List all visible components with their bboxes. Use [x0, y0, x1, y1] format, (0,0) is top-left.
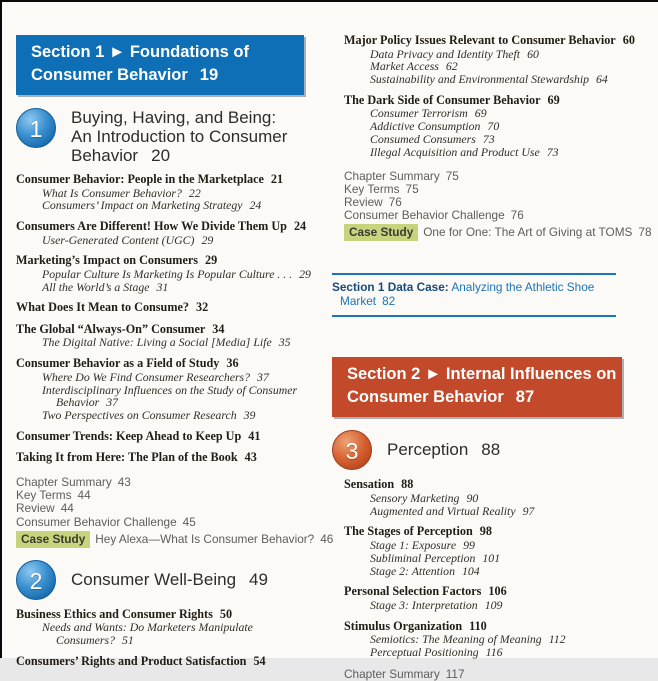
page-number: 75 — [405, 181, 419, 196]
toc-subentry — [16, 409, 334, 422]
page-number: 97 — [522, 503, 535, 518]
toc-subentry-text: Consumers’ Impact on Marketing Strategy — [42, 198, 243, 213]
toc-heading-text: Sensation — [344, 477, 395, 492]
page-number: 34 — [212, 321, 225, 336]
chapter-title-line — [71, 108, 287, 127]
section-banner — [332, 357, 622, 417]
toc-subentry-text: Addictive Consumption — [370, 119, 481, 134]
chapter-title-text: An Introduction to Consumer — [71, 127, 288, 146]
backmatter-text: Consumer Behavior Challenge — [344, 208, 505, 223]
toc-heading-text: The Stages of Perception — [344, 524, 473, 539]
page-number: 35 — [278, 335, 291, 350]
toc-heading — [16, 430, 334, 444]
chapter-row — [16, 560, 334, 600]
toc-subentry-text: Interdisciplinary Influences on the Study of Consumer — [42, 382, 298, 397]
toc-subentry-text: Consumers? — [56, 633, 115, 648]
page-number: 46 — [320, 531, 334, 546]
toc-heading — [344, 620, 652, 634]
chapter-title — [387, 430, 500, 470]
page-number: 50 — [219, 606, 233, 621]
toc-subentry-line — [42, 234, 334, 247]
backmatter-line — [344, 183, 652, 196]
page-number: 60 — [622, 33, 635, 47]
page-number: 106 — [488, 584, 507, 599]
toc-subentry-text: User-Generated Content (UGC) — [42, 232, 195, 247]
page-number: 88 — [401, 477, 414, 492]
page-number: 43 — [117, 474, 131, 489]
toc-subentry-text: Stage 3: Interpretation — [370, 597, 478, 612]
backmatter-text: Consumer Behavior Challenge — [16, 514, 177, 529]
page-number: 76 — [388, 194, 402, 209]
toc-heading-text: Major Policy Issues Relevant to Consumer Behavior — [344, 33, 616, 47]
toc-heading-text: Business Ethics and Consumer Rights — [16, 606, 213, 621]
toc-heading-text: Taking It from Here: The Plan of the Book — [16, 450, 238, 465]
backmatter-text: Chapter Summary — [344, 666, 440, 681]
toc-subentry-text: Sustainability and Environmental Stewardship — [370, 72, 589, 87]
page-number: 110 — [469, 618, 487, 633]
toc-subentry-line — [370, 505, 652, 518]
case-study-title: Hey Alexa—What Is Consumer Behavior? — [95, 531, 315, 546]
toc-subentry-line — [370, 646, 652, 659]
page-number: 73 — [546, 144, 559, 159]
toc-heading-text: Consumers Are Different! How We Divide Them Up — [16, 219, 287, 234]
page-number: 109 — [484, 597, 503, 612]
chapter-page-number: 49 — [249, 569, 268, 589]
chapter-title-text: Perception — [387, 440, 469, 460]
page-number: 21 — [270, 172, 284, 186]
page-number: 24 — [293, 219, 307, 234]
toc-heading-text: Stimulus Organization — [344, 618, 463, 633]
page-number: 22 — [188, 185, 201, 200]
backmatter-text: Key Terms — [344, 181, 400, 196]
toc-subentry-text: What Is Consumer Behavior? — [42, 185, 182, 200]
data-case-label: Section 1 Data Case: — [332, 280, 449, 295]
section-banner-line — [31, 64, 294, 87]
page-number: 69 — [474, 106, 487, 121]
page-number: 90 — [466, 490, 479, 505]
toc-heading-text: The Global “Always-On” Consumer — [16, 321, 206, 336]
toc-heading-text: The Dark Side of Consumer Behavior — [344, 92, 541, 107]
toc-subentry-text: Behavior — [56, 395, 100, 410]
page-number: 98 — [479, 524, 492, 539]
page-number: 37 — [257, 369, 269, 384]
page-number: 39 — [243, 408, 256, 423]
toc-heading — [16, 254, 334, 268]
toc-subentry-line — [370, 599, 652, 612]
toc-heading-text: What Does It Mean to Consume? — [16, 300, 189, 315]
toc-heading — [16, 357, 334, 371]
section-banner-text: Consumer Behavior — [347, 388, 504, 407]
backmatter-text: Review — [16, 501, 55, 516]
chapter-page-number: 20 — [151, 146, 171, 165]
page-number: 43 — [244, 450, 257, 465]
chapter-title — [71, 560, 268, 600]
toc-subentry-text: Where Do We Find Consumer Researchers? — [42, 369, 251, 384]
case-study-line — [344, 225, 652, 240]
chapter-title-text: Buying, Having, and Being: — [71, 108, 277, 127]
chapter-title-text: Consumer Well-Being — [71, 569, 237, 589]
section-page-number: 19 — [199, 66, 219, 84]
backmatter-line-clipped — [344, 666, 652, 681]
chapter-number-badge: 3 — [332, 430, 372, 470]
backmatter-group — [344, 170, 652, 223]
data-case-line — [332, 280, 616, 294]
page-number: 60 — [527, 46, 539, 61]
section-page-number: 87 — [515, 388, 535, 407]
toc-subentry-text: Semiotics: The Meaning of Meaning — [370, 632, 542, 647]
case-study-label: Case Study — [16, 531, 90, 548]
page-number: 51 — [122, 633, 134, 648]
chapter-title — [71, 108, 287, 165]
page-number: 62 — [445, 59, 458, 74]
toc-subentry — [344, 146, 652, 159]
section-banner-line — [347, 363, 617, 386]
page-number: 64 — [596, 72, 608, 87]
toc-heading — [16, 451, 334, 465]
page-number: 75 — [445, 168, 459, 183]
toc-heading — [16, 220, 334, 234]
data-case-title: Analyzing the Athletic Shoe — [451, 280, 595, 295]
chapter-number-badge: 1 — [16, 108, 56, 148]
toc-heading — [16, 323, 334, 337]
toc-subentry-text: Subliminal Perception — [370, 550, 476, 565]
toc-heading — [16, 608, 334, 622]
page-number: 69 — [547, 92, 560, 107]
toc-heading-text: Consumer Behavior as a Field of Study — [16, 356, 220, 371]
toc-subentry-line — [42, 336, 334, 349]
toc-subentry — [16, 281, 334, 294]
toc-subentry-text: Consumer Terrorism — [370, 106, 468, 121]
section-banner-text: Section 2 ► Internal Influences on — [347, 365, 617, 384]
chapter-row — [332, 430, 652, 470]
backmatter-text: Chapter Summary — [344, 168, 440, 183]
section-banner-text: Consumer Behavior — [31, 66, 188, 84]
page-number: 104 — [461, 563, 480, 578]
page-number: 99 — [463, 537, 475, 552]
toc-heading — [344, 34, 652, 48]
section-banner-line — [347, 386, 612, 409]
toc-left-column — [16, 2, 334, 668]
toc-right-column — [332, 2, 652, 681]
page-number: 54 — [253, 653, 266, 668]
toc-heading — [16, 655, 334, 669]
toc-subentry-line — [370, 565, 652, 578]
toc-subentry-text: Market Access — [370, 59, 439, 74]
page-number: 37 — [106, 395, 119, 410]
toc-subentry — [344, 565, 652, 578]
section-banner-text: Section 1 ► Foundations of — [31, 43, 249, 61]
backmatter-text: Chapter Summary — [16, 474, 112, 489]
page-number: 31 — [156, 279, 169, 294]
data-case-block — [332, 273, 616, 317]
toc-heading — [344, 478, 652, 492]
page-number: 101 — [482, 550, 501, 565]
toc-subentry-text: Consumed Consumers — [370, 131, 476, 146]
toc-subentry — [16, 336, 334, 349]
toc-subentry-line — [42, 634, 334, 647]
page-number: 44 — [60, 501, 74, 516]
toc-subentry — [344, 646, 652, 659]
toc-subentry — [16, 621, 334, 647]
backmatter-text: Key Terms — [16, 488, 72, 503]
backmatter-line — [16, 516, 334, 529]
toc-heading — [344, 525, 652, 539]
case-study-label: Case Study — [344, 224, 418, 241]
data-case-line — [332, 294, 616, 308]
page-number: 44 — [77, 488, 91, 503]
page-number: 70 — [487, 119, 500, 134]
toc-subentry — [344, 505, 652, 518]
page-number: 24 — [249, 198, 262, 213]
toc-heading — [344, 94, 652, 108]
chapter-title-line — [71, 146, 287, 165]
page-number: 45 — [182, 514, 196, 529]
toc-subentry-line — [370, 146, 652, 159]
backmatter-group — [16, 476, 334, 529]
toc-subentry-text: Popular Culture Is Marketing Is Popular Culture . . . — [42, 266, 293, 281]
toc-subentry-text: Needs and Wants: Do Marketers Manipulate — [42, 620, 253, 635]
toc-heading-text: Consumer Trends: Keep Ahead to Keep Up — [16, 428, 242, 443]
toc-subentry — [344, 73, 652, 86]
chapter-title-line — [387, 430, 500, 470]
toc-subentry-text: The Digital Native: Living a Social [Media] Life — [42, 335, 272, 350]
page-number: 29 — [205, 253, 218, 268]
toc-subentry — [16, 234, 334, 247]
backmatter-line — [344, 209, 652, 222]
toc-subentry — [16, 384, 334, 410]
toc-heading — [16, 301, 334, 315]
toc-heading-text: Personal Selection Factors — [344, 584, 482, 599]
chapter-title-line — [71, 560, 268, 600]
chapter-number-badge: 2 — [16, 560, 56, 600]
page-number: 32 — [196, 300, 209, 315]
toc-subentry-line — [370, 73, 652, 86]
toc-subentry-line — [42, 199, 334, 212]
toc-subentry-line — [42, 281, 334, 294]
toc-subentry-text: Stage 2: Attention — [370, 563, 455, 578]
section-banner — [16, 35, 304, 95]
toc-subentry-text: Two Perspectives on Consumer Research — [42, 408, 237, 423]
toc-heading-text: Consumers’ Rights and Product Satisfaction — [16, 653, 247, 668]
backmatter-text: Review — [344, 194, 383, 209]
toc-subentry-text: Stage 1: Exposure — [370, 537, 457, 552]
page-number: 78 — [638, 225, 652, 240]
page-number: 117 — [445, 666, 465, 681]
chapter-title-text: Behavior — [71, 146, 139, 165]
toc-subentry-text: Augmented and Virtual Reality — [370, 503, 516, 518]
case-study-title: One for One: The Art of Giving at TOMS — [423, 225, 633, 240]
chapter-page-number: 88 — [481, 440, 501, 460]
page-number: 73 — [482, 131, 495, 146]
page-number: 29 — [299, 266, 311, 281]
page-number: 82 — [382, 294, 396, 309]
data-case-title-cont: Market — [340, 294, 377, 309]
case-study-line — [16, 532, 334, 547]
page-number: 41 — [248, 428, 261, 443]
page-number: 36 — [226, 356, 239, 371]
page-number: 112 — [548, 632, 566, 647]
toc-heading — [16, 173, 334, 187]
toc-heading-text: Marketing’s Impact on Consumers — [16, 253, 199, 268]
toc-subentry-text: Data Privacy and Identity Theft — [370, 46, 521, 61]
section-banner-line — [31, 41, 294, 64]
page-number: 29 — [201, 232, 214, 247]
chapter-row — [16, 108, 334, 165]
chapter-title-line — [71, 127, 287, 146]
toc-subentry-text: Sensory Marketing — [370, 490, 460, 505]
toc-heading — [344, 585, 652, 599]
toc-subentry-text: Illegal Acquisition and Product Use — [370, 144, 540, 159]
toc-subentry-line — [42, 409, 334, 422]
toc-subentry — [344, 599, 652, 612]
toc-heading-text: Consumer Behavior: People in the Marketplace — [16, 172, 264, 186]
toc-subentry-text: Perceptual Positioning — [370, 644, 479, 659]
page-number: 116 — [485, 644, 503, 659]
toc-subentry — [16, 199, 334, 212]
toc-subentry-text: All the World’s a Stage — [42, 279, 150, 294]
page-number: 76 — [510, 208, 524, 223]
